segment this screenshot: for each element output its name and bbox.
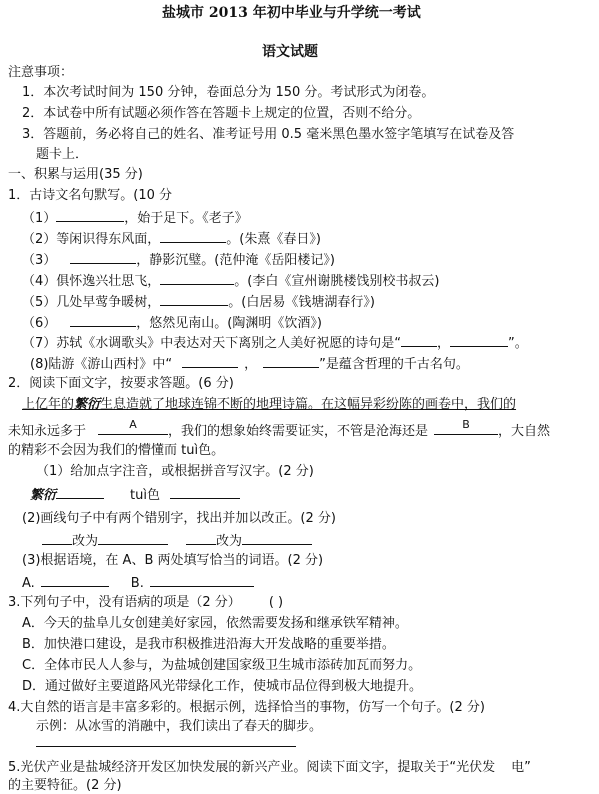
q2-sub2: (2)画线句子中有两个错别字，找出并加以改正。(2 分) [22,511,336,526]
note-2: 2．本试卷中所有试题必须作答在答题卡上规定的位置，否则不给分。 [22,106,421,121]
q1-line-2 [22,230,321,248]
q1-4-pre: （4）俱怀逸兴壮思飞， [22,274,161,289]
q1-line-5 [22,293,375,311]
q1-2-blank[interactable] [160,230,226,243]
q2-blank-a[interactable]: A [98,422,168,435]
q2-sub1-blank-2[interactable] [170,486,240,499]
q1-stem: 1．古诗文名句默写。(10 分 [8,188,173,203]
q1-line-1 [22,209,248,227]
q3-option-a: A．今天的盐阜儿女创建美好家园，依然需要发扬和继承铁军精神。 [22,616,408,631]
q2-stem: 2．阅读下面文字，按要求答题。(6 分) [8,376,234,391]
note-3-cont: 题卡上． [36,147,89,162]
q3-stem: 3.下列句子中，没有语病的项是（2 分） [8,595,241,610]
note-1: 1．本次考试时间为 150 分钟，卷面总分为 150 分。考试形式为闭卷。 [22,85,435,100]
note-3: 3．答题前，务必将自己的姓名、准考证号用 0.5 毫米黑色墨水签字笔填写在试卷及答 [22,127,515,142]
q1-7-blank-a[interactable] [401,334,437,347]
q3-option-b: B．加快港口建设，是我市积极推进沿海大开发战略的重要举措。 [22,637,395,652]
q2-sub1-item-1: 繁衍 [30,488,57,503]
notes-heading: 注意事项： [8,65,74,80]
exam-title: 盐城市 2013 年初中毕业与升学统一考试 [162,5,421,21]
q1-3-pre: （3） [22,253,57,268]
q2-sub2-blank-3[interactable] [186,532,216,545]
q2-blank-b[interactable]: B [434,422,498,435]
q1-7-post: ”。 [508,336,528,351]
subject-title: 语文试题 [262,44,318,60]
q5-stem-cutoff: 的主要特征。(2 分) [8,778,122,793]
q2-sub1-blank-1[interactable] [56,486,104,499]
q1-line-8 [30,355,469,373]
q2-sub3-label-b: B. [130,576,144,591]
q5-stem-b: 电” [511,760,531,775]
q3-option-c: C．全体市民人人参与，为盐城创建国家级卫生城市添砖加瓦而努力。 [22,658,422,673]
q2-sub2-label-2: 改为 [216,534,243,549]
q2-p2-b: ，我们的想象始终需要证实，不管是沧海还是 [168,424,429,439]
q1-2-pre: （2）等闲识得东风面， [22,232,161,247]
q1-7-blank-b[interactable] [450,334,508,347]
q2-p1-dotted-word: 繁衍 [74,397,101,412]
q2-sub2-blank-4[interactable] [242,532,312,545]
q2-sub1-answers [30,486,240,504]
q1-2-post: 。(朱熹《春日》) [226,232,321,247]
q2-sub3-answers [22,574,254,592]
q2-sub2-answers [42,532,312,550]
q5-stem-a: 5.光伏产业是盐城经济开发区加快发展的新兴产业。阅读下面文字，提取关于“光伏发 [8,760,496,775]
q1-5-blank[interactable] [160,293,228,306]
q1-8-post: ”是蕴含哲理的千古名句。 [319,357,469,372]
q2-p2-c: ，大自然 [498,424,551,439]
q4-example: 示例：从冰雪的消融中，我们读出了春天的脚步。 [36,719,323,734]
q2-sub3-blank-b[interactable] [150,574,254,587]
q2-p2-a: 未知永远多于 [8,424,87,439]
q1-line-4 [22,272,439,290]
q1-8-mid: ， [244,357,258,372]
q1-3-blank[interactable] [70,251,136,264]
q2-sub2-blank-2[interactable] [98,532,168,545]
q1-6-pre: （6） [22,316,57,331]
q4-stem: 4.大自然的语言是丰富多彩的。根据示例，选择恰当的事物，仿写一个句子。(2 分) [8,700,485,715]
q1-line-7 [22,334,528,352]
q4-answer-line[interactable] [36,746,296,747]
q1-8-blank-a[interactable] [182,355,238,368]
q1-1-pre: （1） [22,211,57,226]
section-1-heading: 一、积累与运用(35 分) [8,167,143,182]
q1-4-post: 。(李白《宣州谢朓楼饯别校书叔云) [234,274,440,289]
q1-6-post: ，悠然见南山。(陶渊明《饮酒》) [136,316,322,331]
q1-8-pre: (8)陆游《游山西村》中“ [30,357,173,372]
q2-passage-line-2 [8,418,551,440]
q1-4-blank[interactable] [160,272,234,285]
q2-p1-a: 上亿年的 [22,397,75,412]
q1-6-blank[interactable] [70,314,136,327]
q5-stem-line [8,760,531,776]
q2-sub1-item-2: tuì色 [130,488,160,503]
q3-option-d: D．通过做好主要道路风光带绿化工作，使城市品位得到极大地提升。 [22,679,423,694]
q2-passage-line-1 [22,397,516,413]
q1-7-mid: ， [437,336,451,351]
q2-sub1: （1）给加点字注音，或根据拼音写汉字。(2 分) [36,464,314,479]
q2-sub2-blank-1[interactable] [42,532,72,545]
q1-3-post: ，静影沉璧。(范仲淹《岳阳楼记》) [136,253,335,268]
q2-sub2-label-1: 改为 [72,534,99,549]
q1-5-post: 。(白居易《钱塘湖春行》) [228,295,375,310]
q1-7-pre: （7）苏轼《水调歌头》中表达对天下离别之人美好祝愿的诗句是“ [22,336,402,351]
q2-sub3: (3)根据语境，在 A、B 两处填写恰当的词语。(2 分) [22,553,324,568]
q2-sub3-blank-a[interactable] [41,574,109,587]
q1-8-blank-b[interactable] [263,355,319,368]
q1-1-post: ，始于足下。《老子》 [124,211,248,226]
q3-stem-line [8,595,283,611]
q2-sub3-label-a: A. [22,576,35,591]
q1-1-blank[interactable] [56,209,124,222]
q2-p1-c: 生息造就了地球连锦不断的地理诗篇。在这幅异彩纷陈的画卷中，我们的 [100,397,517,412]
q1-line-6 [22,314,322,332]
q1-line-3 [22,251,335,269]
q2-passage-line-3: 的精彩不会因为我们的懵懂而 tuì色。 [8,443,225,458]
q1-5-pre: （5）几处早莺争暖树， [22,295,161,310]
q3-answer-paren[interactable]: ( ) [268,595,284,610]
